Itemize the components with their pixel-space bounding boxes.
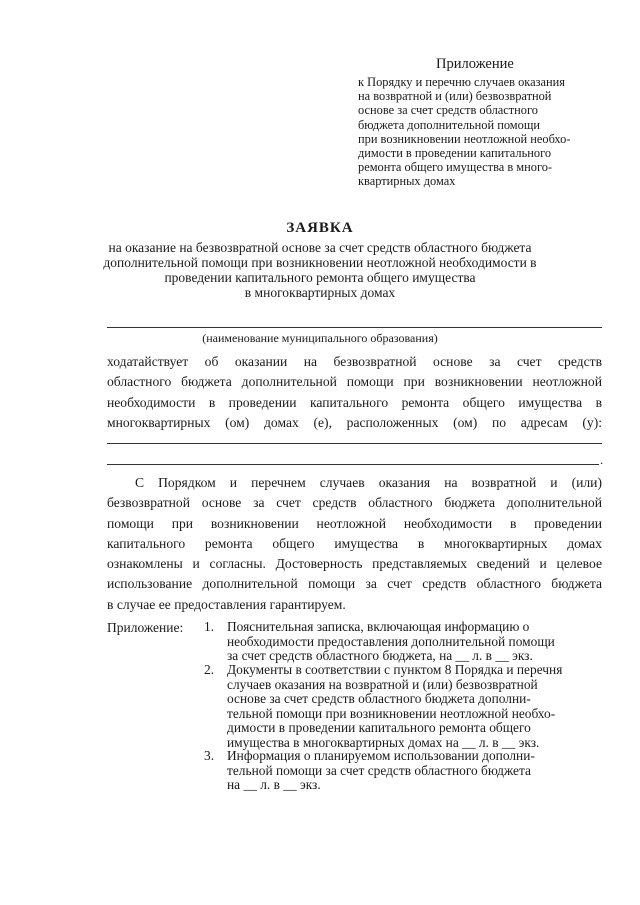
attachment-text — [227, 620, 617, 664]
attachment-line: тельной помощи при возникновении неотложной необхо- — [227, 705, 556, 721]
attachment-line: случаев оказания на возвратной и (или) безвозвратной — [227, 676, 538, 692]
document-title: ЗАЯВКА — [286, 220, 354, 236]
paragraph-line: безвозвратной основе за счет средств областного бюджета дополнительной — [107, 495, 602, 511]
paragraph-line: областного бюджета дополнительной помощи при возникновении неотложной — [107, 374, 602, 390]
municipality-blank-line — [107, 327, 602, 328]
appendix-line: к Порядку и перечню случаев оказания — [358, 75, 565, 89]
paragraph-line: С Порядком и перечнем случаев оказания на возвратной и (или) — [135, 475, 602, 490]
paragraph-line: многоквартирных (ом) домах (е), расположенных (ом) по адресам (у): — [107, 414, 602, 430]
subtitle-line: дополнительной помощи при возникновении неотложной необходимости в — [103, 255, 537, 270]
paragraph-line: ознакомлены и согласны. Достоверность представляемых сведений и целевое — [107, 556, 602, 572]
document-subtitle — [90, 240, 550, 300]
attachment-number: 2. — [204, 662, 215, 677]
paragraph-line: необходимости в проведении капитального ремонта общего имущества в — [107, 394, 602, 410]
address-blank-line — [107, 464, 599, 465]
attachment-number: 1. — [204, 619, 215, 634]
petition-paragraph — [107, 352, 602, 433]
subtitle-line: на оказание на безвозвратной основе за счет средств областного бюджета — [108, 240, 532, 255]
attachment-line: Документы в соответствии с пунктом 8 Порядка и перечня — [227, 662, 563, 677]
appendix-reference — [358, 75, 618, 189]
paragraph-line: в случае ее предоставления гарантируем. — [107, 596, 346, 612]
subtitle-line: в многоквартирных домах — [244, 285, 396, 300]
appendix-title: Приложение — [436, 56, 514, 72]
appendix-line: при возникновении неотложной необхо- — [358, 131, 571, 146]
attachment-line: димости в проведении капитального ремонта общего — [227, 720, 531, 736]
appendix-line: квартирных домах — [358, 174, 456, 189]
attachment-line: имущества в многоквартирных домах на __ л. в __ экз. — [227, 734, 540, 750]
attachment-text — [227, 749, 617, 793]
attachment-line: Информация о планируемом использовании дополни- — [227, 748, 535, 763]
attachment-line: необходимости предоставления дополнительной помощи — [227, 633, 555, 649]
paragraph-line: капитального ремонта общего имущества в многоквартирных домах — [107, 535, 602, 551]
agreement-paragraph — [107, 473, 602, 615]
attachment-line: Пояснительная записка, включающая информацию о — [227, 619, 530, 634]
appendix-line: бюджета дополнительной помощи — [358, 117, 541, 132]
attachment-line: тельной помощи за счет средств областного бюджета — [227, 762, 531, 778]
attachment-line: за счет средств областного бюджета, на __ л. в __ экз. — [227, 648, 533, 664]
attachment-number: 3. — [204, 748, 215, 763]
subtitle-line: проведении капитального ремонта общего имущества — [164, 270, 476, 285]
address-end-mark: . — [600, 452, 604, 467]
address-blank-line — [107, 443, 602, 444]
attachments-label: Приложение: — [107, 620, 184, 635]
attachment-line: на __ л. в __ экз. — [227, 777, 321, 793]
attachment-text — [227, 663, 617, 751]
attachment-line: основе за счет средств областного бюджета дополни- — [227, 691, 531, 707]
appendix-line: димости в проведении капитального — [358, 146, 552, 161]
appendix-line: ремонта общего имущества в много- — [358, 160, 553, 175]
municipality-caption: (наименование муниципального образования) — [202, 331, 438, 345]
appendix-line: основе за счет средств областного — [358, 103, 538, 118]
paragraph-line: ходатайствует об оказании на безвозвратной основе за счет средств — [107, 354, 602, 369]
appendix-line: на возвратной и (или) безвозвратной — [358, 89, 552, 104]
paragraph-line: использование дополнительной помощи за счет средств областного бюджета — [107, 576, 602, 592]
paragraph-line: помощи при возникновении неотложной необходимости в проведении — [107, 515, 602, 531]
